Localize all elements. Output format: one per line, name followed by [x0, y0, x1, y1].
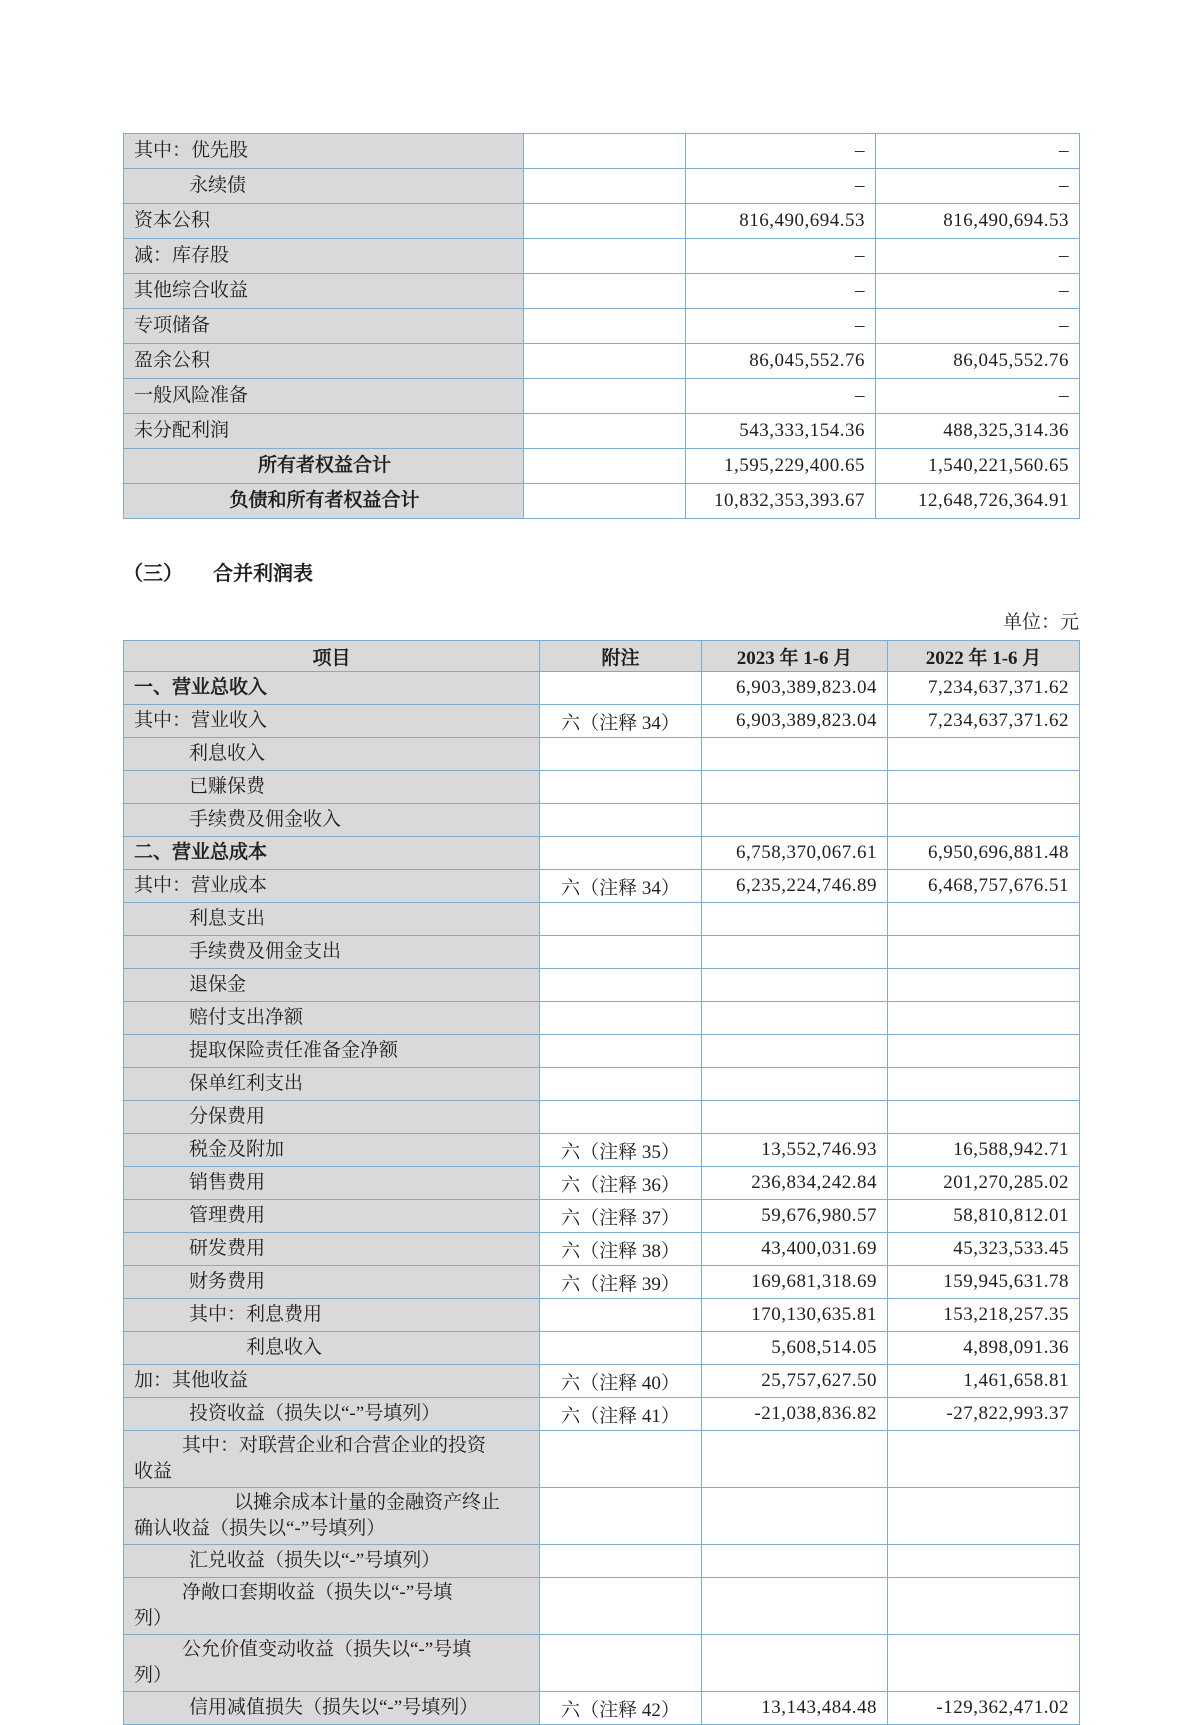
row-value-prior: -27,822,993.37	[888, 1398, 1080, 1431]
row-value-current	[702, 738, 888, 771]
row-value-current: 13,552,746.93	[702, 1134, 888, 1167]
row-label: 税金及附加	[124, 1134, 540, 1167]
row-label: 负债和所有者权益合计	[124, 484, 524, 519]
row-value-current: –	[686, 169, 876, 204]
income-header-row	[124, 641, 1080, 672]
balance-sheet-rows	[124, 134, 1080, 519]
row-label: 利息收入	[124, 1332, 540, 1365]
row-label: 利息收入	[124, 738, 540, 771]
row-label: 未分配利润	[124, 414, 524, 449]
row-value-current: –	[686, 379, 876, 414]
row-value-current: 236,834,242.84	[702, 1167, 888, 1200]
row-note: 六（注释 40）	[540, 1365, 702, 1398]
row-label: 资本公积	[124, 204, 524, 239]
row-value-prior	[888, 1068, 1080, 1101]
table-row	[124, 1431, 1080, 1488]
row-note	[524, 204, 686, 239]
row-note	[540, 1101, 702, 1134]
row-value-prior: 1,461,658.81	[888, 1365, 1080, 1398]
row-label: 汇兑收益（损失以“-”号填列）	[124, 1545, 540, 1578]
table-row	[124, 837, 1080, 870]
row-label: 保单红利支出	[124, 1068, 540, 1101]
table-row	[124, 705, 1080, 738]
section-title: 合并利润表	[213, 563, 313, 585]
table-row	[124, 1578, 1080, 1635]
table-row	[124, 309, 1080, 344]
financial-report-page	[123, 0, 1079, 1725]
row-note	[524, 274, 686, 309]
row-note	[524, 414, 686, 449]
row-value-prior: 58,810,812.01	[888, 1200, 1080, 1233]
row-label: 公允价值变动收益（损失以“-”号填 列）	[124, 1635, 540, 1692]
row-label: 盈余公积	[124, 344, 524, 379]
row-label: 加：其他收益	[124, 1365, 540, 1398]
row-label: 利息支出	[124, 903, 540, 936]
section-heading	[123, 561, 1079, 587]
row-value-current: 13,143,484.48	[702, 1692, 888, 1725]
row-note	[540, 672, 702, 705]
row-note: 六（注释 42）	[540, 1692, 702, 1725]
row-value-current	[702, 1101, 888, 1134]
row-value-prior: 7,234,637,371.62	[888, 705, 1080, 738]
row-value-prior	[888, 1635, 1080, 1692]
row-value-current: 6,235,224,746.89	[702, 870, 888, 903]
table-row	[124, 1200, 1080, 1233]
row-value-prior	[888, 1545, 1080, 1578]
row-note	[540, 738, 702, 771]
table-row	[124, 936, 1080, 969]
table-row	[124, 1035, 1080, 1068]
row-value-prior	[888, 1488, 1080, 1545]
table-row	[124, 204, 1080, 239]
row-note: 六（注释 37）	[540, 1200, 702, 1233]
table-row	[124, 1101, 1080, 1134]
table-row	[124, 969, 1080, 1002]
row-value-current: 6,903,389,823.04	[702, 705, 888, 738]
row-value-current: –	[686, 134, 876, 169]
table-row	[124, 1167, 1080, 1200]
row-note: 六（注释 35）	[540, 1134, 702, 1167]
row-value-current: –	[686, 239, 876, 274]
section-number: （三）	[123, 563, 183, 585]
col-header-note: 附注	[540, 641, 702, 672]
row-value-current	[702, 1068, 888, 1101]
row-note	[540, 1002, 702, 1035]
row-note	[540, 1545, 702, 1578]
row-note	[524, 344, 686, 379]
row-value-prior	[888, 804, 1080, 837]
table-row	[124, 738, 1080, 771]
row-value-prior	[888, 738, 1080, 771]
row-note	[540, 771, 702, 804]
row-label: 其中：对联营企业和合营企业的投资 收益	[124, 1431, 540, 1488]
row-value-prior: 86,045,552.76	[876, 344, 1080, 379]
table-row	[124, 1545, 1080, 1578]
table-row	[124, 414, 1080, 449]
table-row	[124, 344, 1080, 379]
row-value-prior: 45,323,533.45	[888, 1233, 1080, 1266]
row-value-current: 6,758,370,067.61	[702, 837, 888, 870]
table-row	[124, 1488, 1080, 1545]
row-note	[540, 1578, 702, 1635]
row-label: 投资收益（损失以“-”号填列）	[124, 1398, 540, 1431]
row-note	[540, 1332, 702, 1365]
row-value-prior: 7,234,637,371.62	[888, 672, 1080, 705]
row-note	[524, 134, 686, 169]
row-value-current	[702, 903, 888, 936]
row-value-current	[702, 804, 888, 837]
row-value-prior: 6,468,757,676.51	[888, 870, 1080, 903]
table-row	[124, 1134, 1080, 1167]
table-row	[124, 903, 1080, 936]
table-row	[124, 1299, 1080, 1332]
row-note	[540, 903, 702, 936]
row-note	[524, 484, 686, 519]
row-value-current: 169,681,318.69	[702, 1266, 888, 1299]
row-label: 提取保险责任准备金净额	[124, 1035, 540, 1068]
row-label: 赔付支出净额	[124, 1002, 540, 1035]
row-value-current	[702, 969, 888, 1002]
row-value-prior: 488,325,314.36	[876, 414, 1080, 449]
row-label: 以摊余成本计量的金融资产终止 确认收益（损失以“-”号填列）	[124, 1488, 540, 1545]
row-value-current: 10,832,353,393.67	[686, 484, 876, 519]
row-label: 其中：利息费用	[124, 1299, 540, 1332]
table-row	[124, 672, 1080, 705]
row-note: 六（注释 34）	[540, 870, 702, 903]
row-note	[540, 1035, 702, 1068]
row-value-current	[702, 1578, 888, 1635]
row-value-prior: 1,540,221,560.65	[876, 449, 1080, 484]
row-value-prior: 201,270,285.02	[888, 1167, 1080, 1200]
row-note: 六（注释 41）	[540, 1398, 702, 1431]
row-note	[540, 1635, 702, 1692]
row-value-prior	[888, 1431, 1080, 1488]
row-value-current: 43,400,031.69	[702, 1233, 888, 1266]
row-note: 六（注释 38）	[540, 1233, 702, 1266]
row-note: 六（注释 34）	[540, 705, 702, 738]
row-value-prior	[888, 903, 1080, 936]
row-value-prior: 12,648,726,364.91	[876, 484, 1080, 519]
col-header-item: 项目	[124, 641, 540, 672]
row-note: 六（注释 36）	[540, 1167, 702, 1200]
row-value-current	[702, 1035, 888, 1068]
row-value-current: –	[686, 274, 876, 309]
row-value-prior: 153,218,257.35	[888, 1299, 1080, 1332]
row-note	[540, 969, 702, 1002]
row-value-current: 25,757,627.50	[702, 1365, 888, 1398]
row-label: 其中：优先股	[124, 134, 524, 169]
row-label: 其他综合收益	[124, 274, 524, 309]
row-value-current	[702, 1635, 888, 1692]
row-label: 减：库存股	[124, 239, 524, 274]
col-header-2022: 2022 年 1-6 月	[888, 641, 1080, 672]
row-note	[540, 1488, 702, 1545]
row-value-current: 6,903,389,823.04	[702, 672, 888, 705]
row-value-current	[702, 1488, 888, 1545]
table-row	[124, 169, 1080, 204]
row-value-current	[702, 771, 888, 804]
row-value-prior	[888, 936, 1080, 969]
row-value-current: 5,608,514.05	[702, 1332, 888, 1365]
row-note	[540, 837, 702, 870]
table-row	[124, 239, 1080, 274]
row-label: 手续费及佣金收入	[124, 804, 540, 837]
row-value-current: –	[686, 309, 876, 344]
row-value-current	[702, 1002, 888, 1035]
row-value-current: 816,490,694.53	[686, 204, 876, 239]
row-label: 所有者权益合计	[124, 449, 524, 484]
row-value-prior: 159,945,631.78	[888, 1266, 1080, 1299]
row-note	[524, 309, 686, 344]
row-value-current	[702, 936, 888, 969]
row-value-prior: 16,588,942.71	[888, 1134, 1080, 1167]
row-label: 其中：营业成本	[124, 870, 540, 903]
row-note	[524, 239, 686, 274]
row-value-prior: 6,950,696,881.48	[888, 837, 1080, 870]
row-value-prior	[888, 1002, 1080, 1035]
row-value-current: 1,595,229,400.65	[686, 449, 876, 484]
row-value-current	[702, 1545, 888, 1578]
table-row	[124, 379, 1080, 414]
col-header-2023: 2023 年 1-6 月	[702, 641, 888, 672]
row-note	[524, 169, 686, 204]
row-value-prior: –	[876, 239, 1080, 274]
row-label: 二、营业总成本	[124, 837, 540, 870]
row-label: 退保金	[124, 969, 540, 1002]
row-label: 研发费用	[124, 1233, 540, 1266]
row-value-prior: –	[876, 309, 1080, 344]
table-row	[124, 134, 1080, 169]
balance-sheet-table	[123, 133, 1080, 519]
table-row	[124, 804, 1080, 837]
row-note	[540, 804, 702, 837]
row-label: 手续费及佣金支出	[124, 936, 540, 969]
row-label: 净敞口套期收益（损失以“-”号填 列）	[124, 1578, 540, 1635]
row-value-prior	[888, 771, 1080, 804]
row-value-current	[702, 1431, 888, 1488]
table-row	[124, 1266, 1080, 1299]
row-label: 一、营业总收入	[124, 672, 540, 705]
table-row	[124, 1692, 1080, 1725]
row-value-prior: –	[876, 134, 1080, 169]
row-value-current: 86,045,552.76	[686, 344, 876, 379]
row-label: 已赚保费	[124, 771, 540, 804]
table-row	[124, 449, 1080, 484]
row-value-current: -21,038,836.82	[702, 1398, 888, 1431]
row-label: 信用减值损失（损失以“-”号填列）	[124, 1692, 540, 1725]
row-note	[540, 936, 702, 969]
row-note: 六（注释 39）	[540, 1266, 702, 1299]
income-statement-table	[123, 640, 1080, 1725]
row-value-prior: 4,898,091.36	[888, 1332, 1080, 1365]
row-label: 销售费用	[124, 1167, 540, 1200]
row-value-prior: –	[876, 169, 1080, 204]
row-value-prior	[888, 1578, 1080, 1635]
row-label: 管理费用	[124, 1200, 540, 1233]
row-value-current: 59,676,980.57	[702, 1200, 888, 1233]
unit-label: 单位：元	[1002, 612, 1079, 633]
row-note	[540, 1299, 702, 1332]
row-note	[540, 1431, 702, 1488]
row-note	[524, 449, 686, 484]
table-row	[124, 1398, 1080, 1431]
income-statement-rows	[124, 672, 1080, 1725]
table-row	[124, 1332, 1080, 1365]
table-row	[124, 1002, 1080, 1035]
row-value-prior	[888, 1035, 1080, 1068]
row-note	[524, 379, 686, 414]
row-value-prior: –	[876, 379, 1080, 414]
table-row	[124, 274, 1080, 309]
row-label: 其中：营业收入	[124, 705, 540, 738]
row-value-current: 543,333,154.36	[686, 414, 876, 449]
row-value-prior: –	[876, 274, 1080, 309]
row-label: 一般风险准备	[124, 379, 524, 414]
row-label: 财务费用	[124, 1266, 540, 1299]
row-value-prior: 816,490,694.53	[876, 204, 1080, 239]
table-row	[124, 771, 1080, 804]
table-row	[124, 484, 1080, 519]
row-value-prior	[888, 969, 1080, 1002]
row-label: 永续债	[124, 169, 524, 204]
table-row	[124, 1635, 1080, 1692]
row-value-current: 170,130,635.81	[702, 1299, 888, 1332]
table-row	[124, 870, 1080, 903]
row-label: 专项储备	[124, 309, 524, 344]
row-note	[540, 1068, 702, 1101]
table-row	[124, 1068, 1080, 1101]
table-row	[124, 1365, 1080, 1398]
table-row	[124, 1233, 1080, 1266]
row-label: 分保费用	[124, 1101, 540, 1134]
row-value-prior	[888, 1101, 1080, 1134]
row-value-prior: -129,362,471.02	[888, 1692, 1080, 1725]
